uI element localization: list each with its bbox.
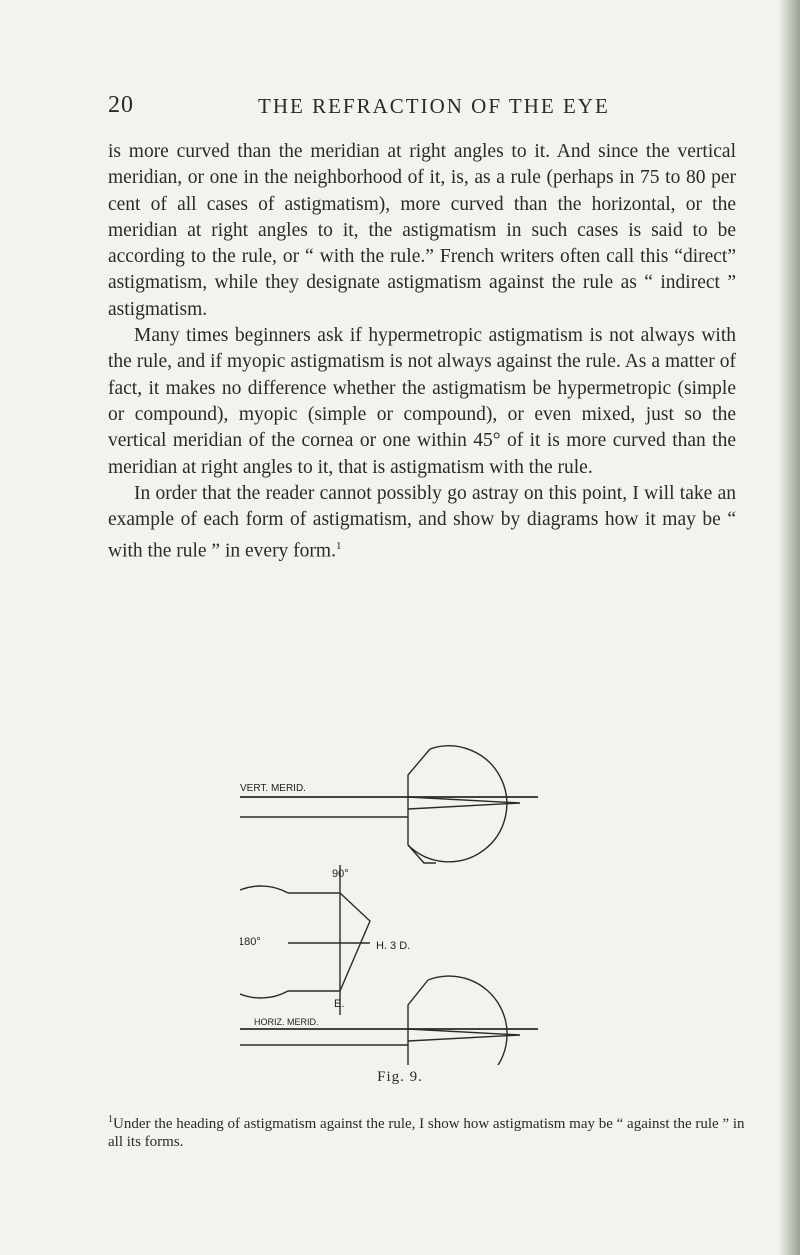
lower-eye-outline: [408, 976, 507, 1065]
figure-caption: Fig. 9.: [377, 1069, 423, 1085]
astigmatism-diagram: [240, 745, 570, 1065]
page-header: [0, 92, 800, 126]
label-180-degrees: 180°: [240, 936, 261, 948]
footnote-text: Under the heading of astigmatism against the rule, I show how astigmatism may be “ against the rule ” in all its forms.: [108, 1116, 745, 1150]
paragraph-2: Many times beginners ask if hypermetropic astigmatism is not always with the rule, and if myopic astigmatism is not always against the rule. As a matter of fact, it makes no difference whether the astigmatism be hypermetropic (simple or compound), myopic (simple or compound), or even mixed, just so the vertical meridian of the cornea or one within 45° of it is more curved than the meridian at right angles to it, that is astigmatism with the rule.: [108, 325, 736, 478]
lower-focal-lines: [408, 1029, 520, 1041]
label-horiz-merid: HORIZ. MERID.: [254, 1017, 319, 1027]
upper-focal-lines: [408, 797, 520, 809]
label-e: E.: [334, 998, 345, 1010]
label-h-3-d: H. 3 D.: [376, 940, 411, 952]
body-text: [108, 139, 736, 565]
paragraph-3-text: In order that the reader cannot possibly go astray on this point, I will take an example of each form of astigmatism, and show by diagrams how it may be “ with the rule ” in every form.: [108, 482, 736, 562]
paragraph-1: is more curved than the meridian at right angles to it. And since the vertical meridian, or one in the neighborhood of it, is, as a rule (perhaps in 75 to 80 per cent of all cases of astigmatism), more curved than the horizontal, or the meridian at right angles to it, the astigmatism in such cases is said to be according to the rule, or “ with the rule.” French writers often call this “direct” astigmatism, while they designate astigmatism against the rule as “ indirect ” astigmatism.: [108, 141, 736, 320]
label-vert-merid: VERT. MERID.: [240, 783, 306, 794]
footnote-reference: 1: [335, 540, 342, 553]
label-90-degrees: 90°: [332, 868, 349, 880]
upper-lens-mark: [408, 845, 436, 863]
lower-eye-cornea: [408, 980, 428, 1065]
figure-9-diagram: [240, 745, 570, 1065]
running-head: THE REFRACTION OF THE EYE: [258, 94, 610, 118]
page-edge-shadow: [778, 0, 800, 1255]
footnote: [108, 1111, 748, 1151]
page-number: 20: [108, 92, 134, 118]
footnote-mark: 1: [108, 1114, 113, 1125]
paragraph-3: [108, 481, 736, 565]
vertical-meridian-eye: [240, 746, 538, 863]
middle-eye-right: [340, 893, 370, 991]
